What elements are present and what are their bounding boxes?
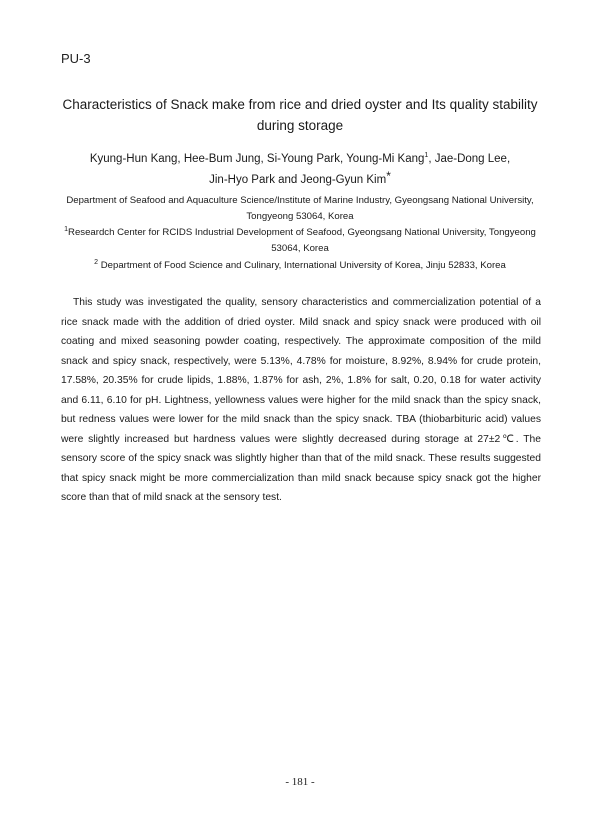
page-number: - 181 - (285, 776, 315, 788)
author-line-1a: Kyung-Hun Kang, Hee-Bum Jung, Si-Young Park, Young-Mi Kang (89, 153, 425, 165)
abstract-code: PU-3 (61, 51, 91, 66)
affiliation-1-text: Department of Seafood and Aquaculture Science/Institute of Marine Industry, Gyeongsang National University, Tongyeong 53064, Korea (66, 195, 534, 222)
corresponding-author-mark: * (386, 169, 391, 183)
affiliation-1 (58, 193, 542, 225)
author-line-2: Jin-Hyo Park and Jeong-Gyun Kim (209, 174, 387, 186)
author-list (60, 149, 540, 191)
affiliation-3-text: Department of Food Science and Culinary, International University of Korea, Jinju 52833, Korea (98, 260, 506, 271)
abstract-body: This study was investigated the quality, sensory characteristics and commercialization potential of a rice snack made with the addition of dried oyster. Mild snack and spicy snack were produced with oil coating and mixed seasoning powder coating, respectively. The approximate composition of the mild snack and spicy snack, respectively, were 5.13%, 4.78% for moisture, 8.92%, 8.94% for crude protein, 17.58%, 20.35% for crude lipids, 1.88%, 1.87% for ash, 2%, 1.8% for salt, 0.20, 0.18 for water activity and 6.11, 6.10 for pH. Lightness, yellowness values were higher for the mild snack than the spicy snack, but redness values were lower for the mild snack than the spicy snack. TBA (thiobarbituric acid) values were slightly increased but hardness values were slightly decreased during storage at 27±2℃. The sensory score of the spicy snack was slightly higher than that of the mild snack. These results suggested that spicy snack might be more commercialization than mild snack because spicy snack got the higher score than that of mild snack at the sensory test. (61, 297, 541, 503)
author-affiliation-mark: 1 (424, 152, 429, 160)
affiliation-2-mark: 1 (64, 225, 69, 233)
affiliation-2-text: Researdch Center for RCIDS Industrial Development of Seafood, Gyeongsang National University, Tongyeong 53064, Korea (68, 227, 536, 254)
author-line-1b: , Jae-Dong Lee, (428, 153, 511, 165)
affiliation-3-mark: 2 (94, 258, 99, 266)
paper-title: Characteristics of Snack make from rice and dried oyster and Its quality stability during storage (62, 97, 538, 133)
affiliation-2 (58, 225, 542, 257)
affiliation-3 (58, 258, 542, 274)
